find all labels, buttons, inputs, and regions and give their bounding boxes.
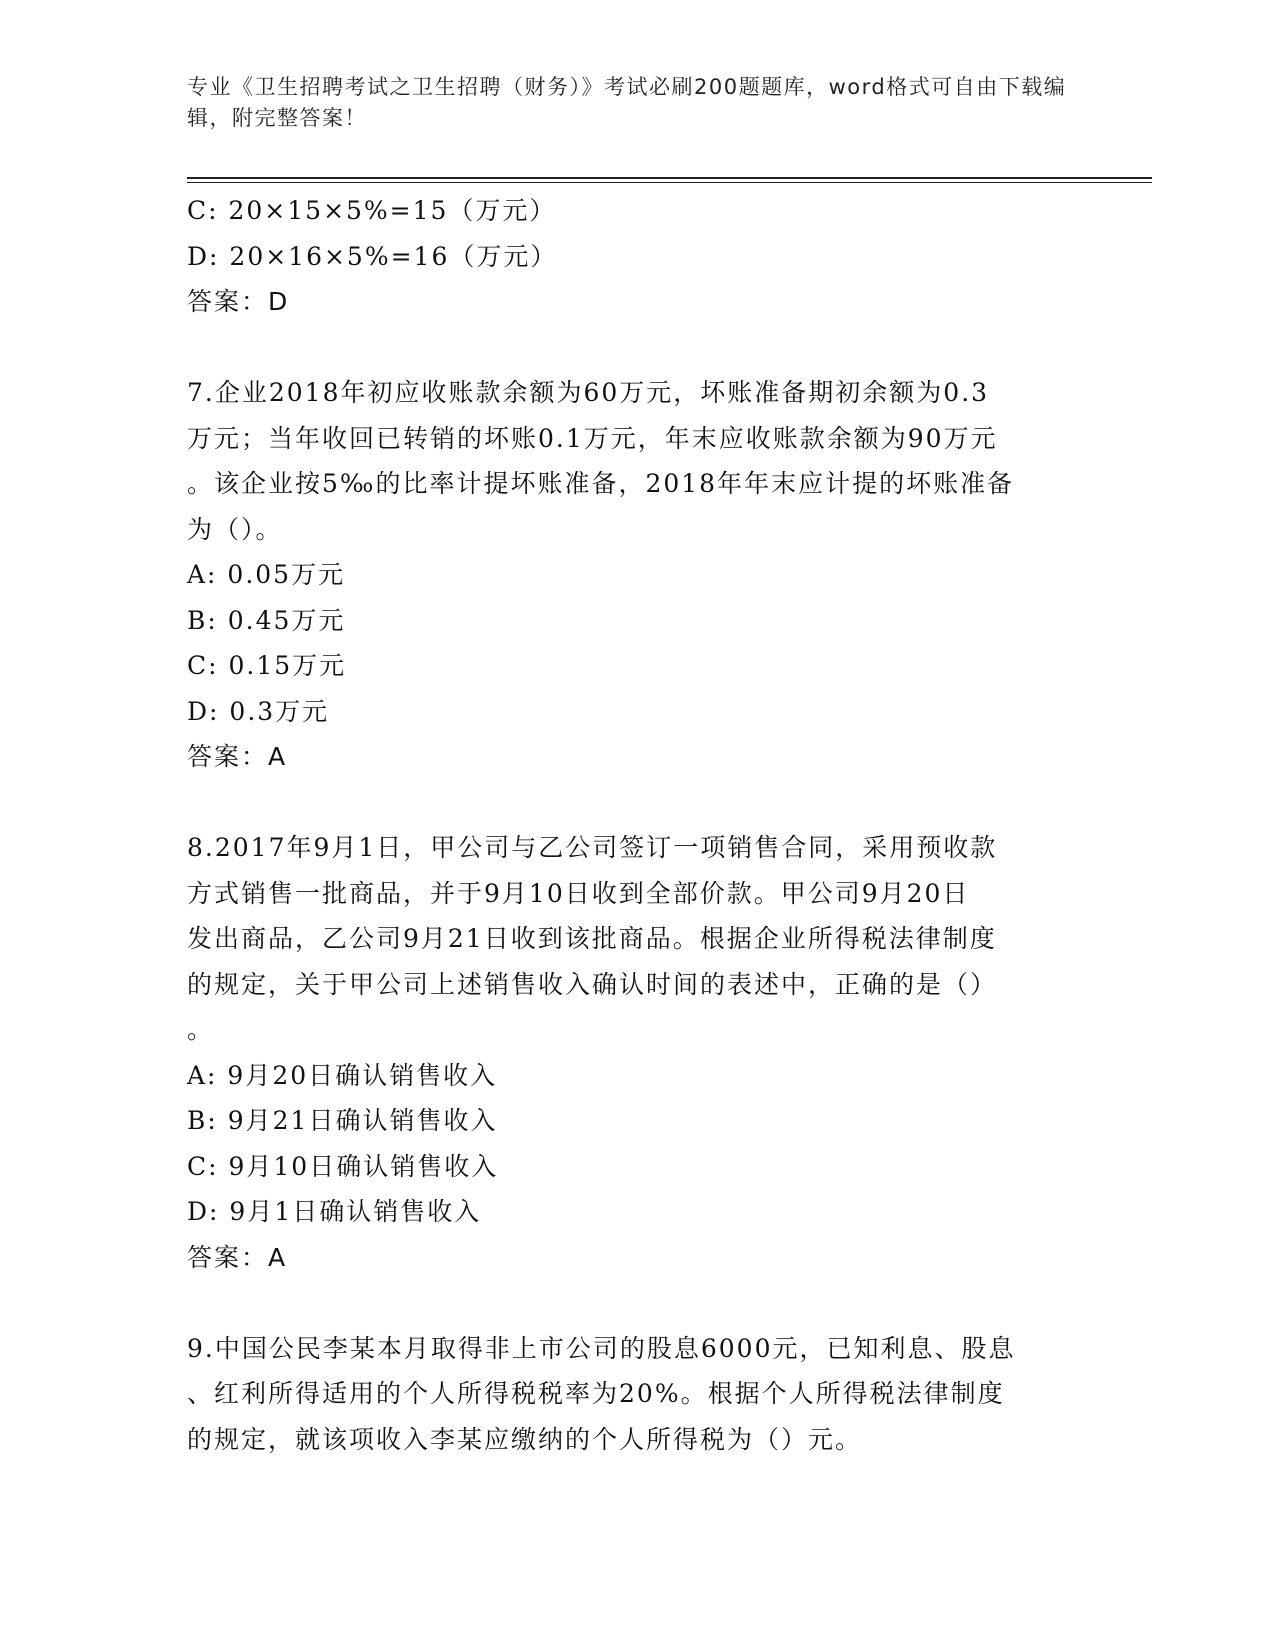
question-text-line: 万元；当年收回已转销的坏账0.1万元，年末应收账款余额为90万元 — [187, 423, 998, 453]
option-c: C: 0.15万元 — [187, 651, 347, 680]
option-d: D: 0.3万元 — [187, 696, 330, 726]
question-text-line: 7.企业2018年初应收账款余额为60万元，坏账准备期初余额为0.3 — [187, 378, 990, 407]
question-list — [187, 188, 1087, 1462]
question-text-line: 的规定，就该项收入李某应缴纳的个人所得税为（）元。 — [187, 1424, 863, 1454]
spacer — [187, 1280, 1087, 1326]
question-text-line: 、红利所得适用的个人所得税税率为20%。根据个人所得税法律制度 — [187, 1379, 1005, 1408]
question-text-line: 9.中国公民李某本月取得非上市公司的股息6000元，已知利息、股息 — [187, 1333, 1016, 1363]
question-9 — [187, 1326, 1087, 1463]
answer: 答案：A — [187, 742, 288, 771]
option-d: D: 9月1日确认销售收入 — [187, 1197, 482, 1226]
answer: 答案：D — [187, 287, 290, 316]
question-text-line: 。该企业按5‰的比率计提坏账准备，2018年年末应计提的坏账准备 — [187, 469, 1015, 498]
option-a: A: 9月20日确认销售收入 — [187, 1060, 498, 1090]
header-title: 专业《卫生招聘考试之卫生招聘（财务）》考试必刷200题题库，word格式可自由下载编辑，附完整答案！ — [187, 75, 1067, 130]
option-b: B: 9月21日确认销售收入 — [187, 1106, 498, 1135]
question-text-line: 发出商品，乙公司9月21日收到该批商品。根据企业所得税法律制度 — [187, 924, 997, 953]
option-d: D: 20×16×5%=16（万元） — [187, 241, 558, 271]
question-text-line: 。 — [187, 1015, 215, 1044]
page-header — [187, 72, 1067, 134]
option-c: C: 9月10日确认销售收入 — [187, 1151, 499, 1181]
question-text-line: 为（）。 — [187, 514, 283, 544]
question-text-line: 8.2017年9月1日，甲公司与乙公司签订一项销售合同，采用预收款 — [187, 833, 998, 862]
prev-question — [187, 188, 1087, 325]
question-7 — [187, 370, 1087, 780]
spacer — [187, 325, 1087, 371]
answer: 答案：A — [187, 1242, 288, 1272]
spacer — [187, 780, 1087, 826]
header-rule-thick — [187, 177, 1152, 179]
question-text-line: 的规定，关于甲公司上述销售收入确认时间的表述中，正确的是（） — [187, 969, 998, 999]
option-b: B: 0.45万元 — [187, 605, 346, 635]
header-rule-thin — [187, 182, 1152, 183]
question-text-line: 方式销售一批商品，并于9月10日收到全部价款。甲公司9月20日 — [187, 878, 970, 908]
option-a: A: 0.05万元 — [187, 560, 346, 589]
question-8 — [187, 825, 1087, 1280]
option-c: C: 20×15×5%=15（万元） — [187, 196, 557, 225]
